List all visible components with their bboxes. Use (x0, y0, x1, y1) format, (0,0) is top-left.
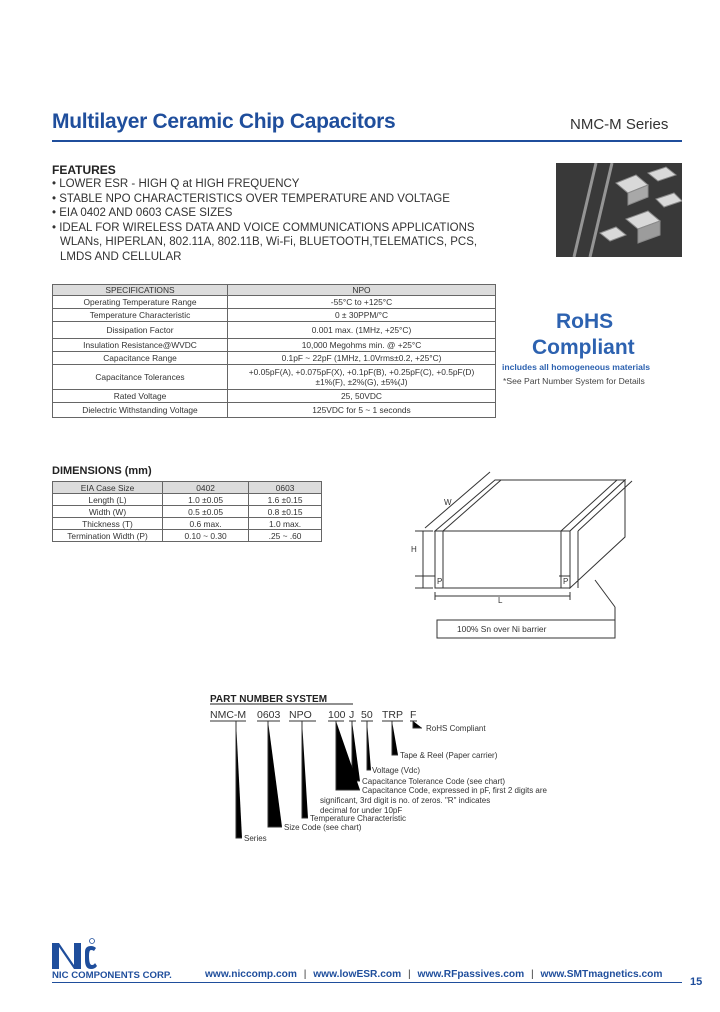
pn-cap-desc: Capacitance Code, expressed in pF, first 2 digits are (362, 786, 547, 795)
pn-size: 0603 (257, 709, 281, 721)
rohs-subtitle: includes all homogeneous materials (502, 362, 651, 372)
spec-name: Capacitance Tolerances (53, 365, 228, 390)
table-row (53, 506, 322, 518)
link-rfpassives[interactable]: www.RFpassives.com (417, 969, 525, 980)
table-row (53, 403, 496, 418)
spec-name: Rated Voltage (53, 390, 228, 403)
table-row (53, 494, 322, 506)
series-label: NMC-M Series (570, 116, 669, 133)
spec-name: Insulation Resistance@WVDC (53, 339, 228, 352)
feature-item: LMDS AND CELLULAR (60, 250, 182, 263)
pn-rohs: F (410, 709, 417, 721)
pn-tape-desc: Tape & Reel (Paper carrier) (400, 751, 498, 760)
pn-cap: 100 (328, 709, 346, 721)
pn-rohs-desc: RoHS Compliant (426, 724, 486, 733)
pn-volt-desc: Voltage (Vdc) (372, 766, 421, 775)
table-header-cell: 0402 (163, 482, 249, 494)
spec-value (228, 365, 496, 390)
dimensions-heading: DIMENSIONS (mm) (52, 465, 152, 477)
spec-value-line: +0.05pF(A), +0.075pF(X), +0.1pF(B), +0.25pF(C), +0.5pF(D) (248, 367, 475, 377)
pns-heading: PART NUMBER SYSTEM (210, 694, 328, 705)
spec-name: Temperature Characteristic (53, 309, 228, 322)
pn-cap-desc: significant, 3rd digit is no. of zeros. "R" indicates (320, 796, 491, 805)
footer-rule (52, 982, 682, 983)
features-list (52, 177, 477, 265)
table-header-cell: NPO (228, 285, 496, 296)
spec-name: Dielectric Withstanding Voltage (53, 403, 228, 418)
table-row (53, 322, 496, 339)
pn-tol-desc: Capacitance Tolerance Code (see chart) (362, 777, 506, 786)
dim-name: Width (W) (53, 506, 163, 518)
pn-temp: NPO (289, 709, 312, 721)
pn-tape: TRP (382, 709, 403, 721)
rohs-compliant: Compliant (532, 336, 635, 359)
company-name: NIC COMPONENTS CORP. (52, 970, 172, 981)
table-row (53, 390, 496, 403)
table-row (53, 530, 322, 542)
table-row (53, 309, 496, 322)
specifications-table (52, 284, 496, 418)
table-row (53, 352, 496, 365)
spec-value: -55°C to +125°C (228, 296, 496, 309)
dimensions-table (52, 481, 322, 542)
page-title: Multilayer Ceramic Chip Capacitors (52, 110, 396, 133)
rohs-note: *See Part Number System for Details (503, 376, 645, 386)
pn-cap-desc: decimal for under 10pF (320, 806, 403, 815)
part-number-system (210, 692, 590, 852)
spec-value-line: ±1%(F), ±2%(G), ±5%(J) (315, 377, 408, 387)
dim-value: 0.10 ~ 0.30 (163, 530, 249, 542)
spec-value: 0 ± 30PPM/°C (228, 309, 496, 322)
table-header-row (53, 285, 496, 296)
label-w: W (444, 498, 452, 507)
table-header-row (53, 482, 322, 494)
label-p-left: P (437, 577, 443, 586)
spec-value: 10,000 Megohms min. @ +25°C (228, 339, 496, 352)
pn-size-desc: Size Code (see chart) (284, 823, 362, 832)
dim-name: Termination Width (P) (53, 530, 163, 542)
product-photo (556, 163, 682, 257)
spec-value: 0.001 max. (1MHz, +25°C) (228, 322, 496, 339)
table-header-cell: 0603 (249, 482, 322, 494)
table-row (53, 339, 496, 352)
pn-series-desc: Series (244, 834, 267, 843)
footer-links (205, 969, 662, 980)
nic-logo (52, 938, 97, 970)
table-row (53, 296, 496, 309)
link-niccomp[interactable]: www.niccomp.com (205, 969, 297, 980)
separator: | (531, 969, 534, 980)
dim-value: 0.8 ±0.15 (249, 506, 322, 518)
dim-name: Thickness (T) (53, 518, 163, 530)
feature-item: • IDEAL FOR WIRELESS DATA AND VOICE COMMUNICATIONS APPLICATIONS (52, 221, 475, 234)
dim-value: 0.6 max. (163, 518, 249, 530)
spec-value: 0.1pF ~ 22pF (1MHz, 1.0Vrms±0.2, +25°C) (228, 352, 496, 365)
spec-name: Capacitance Range (53, 352, 228, 365)
label-l: L (498, 596, 503, 605)
link-lowesr[interactable]: www.lowESR.com (313, 969, 402, 980)
pn-volt: 50 (361, 709, 373, 721)
barrier-label: 100% Sn over Ni barrier (457, 624, 547, 634)
feature-item: WLANs, HIPERLAN, 802.11A, 802.11B, Wi-Fi, BLUETOOTH,TELEMATICS, PCS, (60, 236, 478, 249)
spec-value: 125VDC for 5 ~ 1 seconds (228, 403, 496, 418)
page-number: 15 (690, 976, 703, 988)
chip-dimension-diagram (395, 470, 635, 645)
header-rule (52, 140, 682, 142)
features-heading: FEATURES (52, 163, 116, 177)
table-header-cell: EIA Case Size (53, 482, 163, 494)
separator: | (408, 969, 411, 980)
pn-tol: J (349, 709, 355, 721)
feature-item: • EIA 0402 AND 0603 CASE SIZES (52, 207, 233, 220)
table-header-cell: SPECIFICATIONS (53, 285, 228, 296)
table-row (53, 365, 496, 390)
pn-temp-desc: Temperature Characteristic (310, 814, 407, 823)
feature-item: • LOWER ESR - HIGH Q at HIGH FREQUENCY (52, 178, 300, 190)
rohs-title: RoHS (556, 310, 614, 333)
dim-value: 1.6 ±0.15 (249, 494, 322, 506)
label-h: H (411, 545, 417, 554)
separator: | (303, 969, 307, 980)
spec-name: Dissipation Factor (53, 322, 228, 339)
table-row (53, 518, 322, 530)
dim-value: .25 ~ .60 (249, 530, 322, 542)
dim-value: 1.0 max. (249, 518, 322, 530)
dim-name: Length (L) (53, 494, 163, 506)
feature-item: • STABLE NPO CHARACTERISTICS OVER TEMPERATURE AND VOLTAGE (52, 192, 450, 205)
spec-name: Operating Temperature Range (53, 296, 228, 309)
pn-series: NMC-M (210, 709, 247, 721)
dim-value: 0.5 ±0.05 (163, 506, 249, 518)
label-p-right: P (563, 577, 569, 586)
spec-value: 25, 50VDC (228, 390, 496, 403)
link-smtmagnetics[interactable]: www.SMTmagnetics.com (540, 969, 663, 980)
dim-value: 1.0 ±0.05 (163, 494, 249, 506)
